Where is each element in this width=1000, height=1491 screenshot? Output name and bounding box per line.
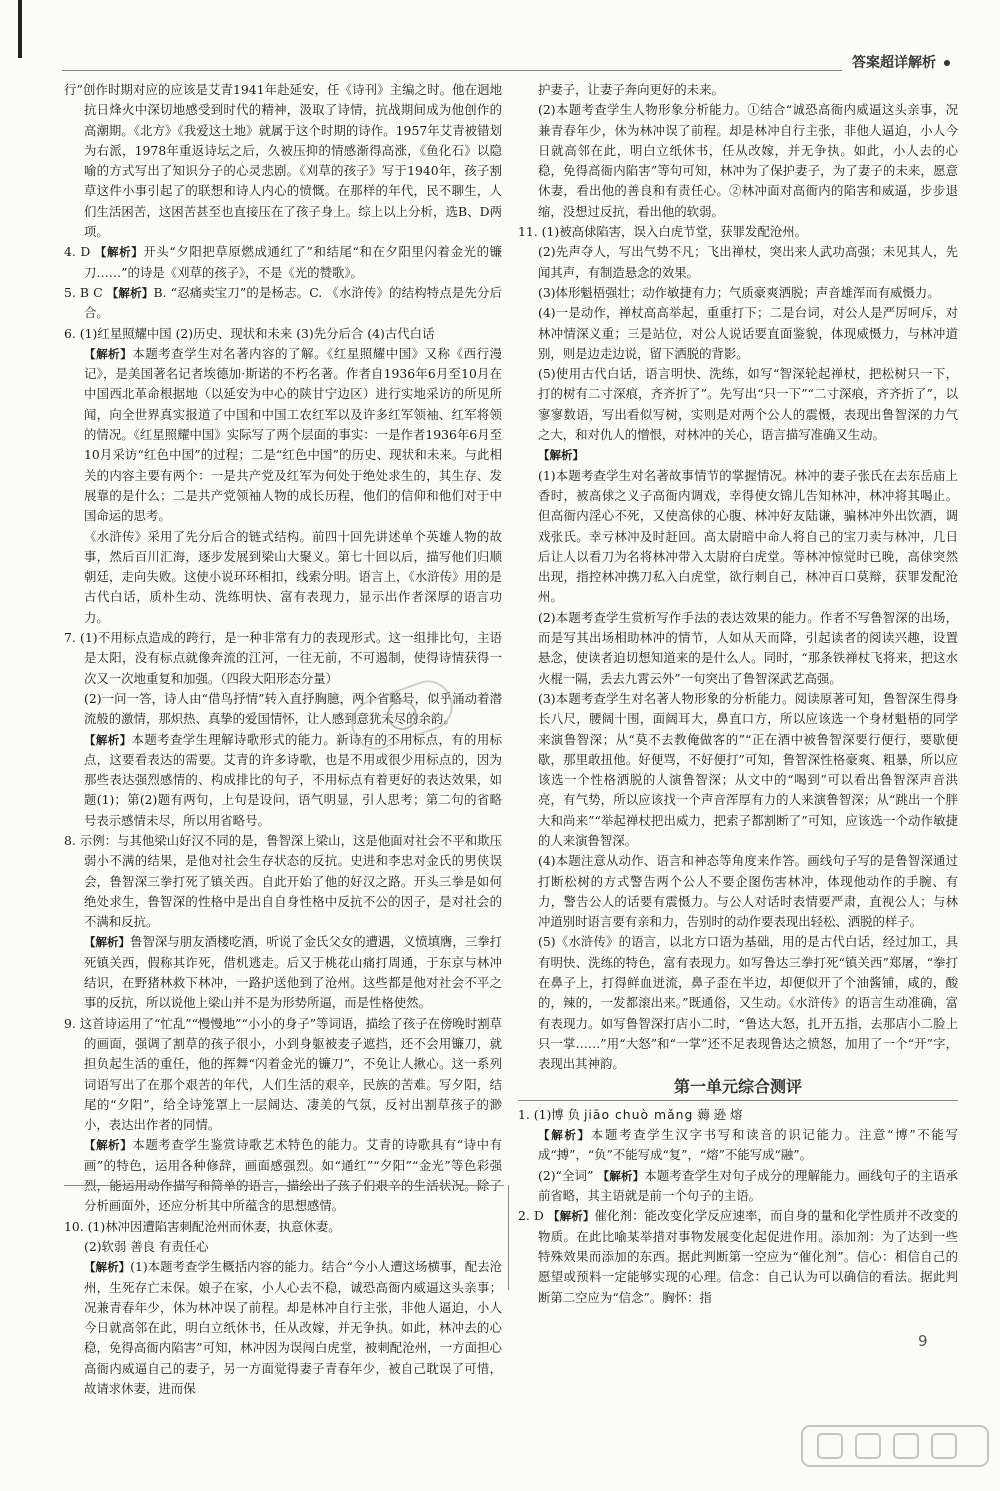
right-paragraph: (3)本题考查学生对名著人物形象的分析能力。阅读原著可知，鲁智深生得身长八尺，腰阔十围，面阔耳大，鼻直口方，所以应该选一个身材魁梧的同学来演鲁智深；从“莫不去教俺做客的”“正在酒中被鲁智深要行便行，要歇便歇，那里敢扭他。好便骂，不好便打”可知，鲁智深性格豪爽、粗暴，所以应该选一个性格洒脱的人演鲁智深；从文中的“喝到”可以看出鲁智深声音洪亮，有气势，所以应该找一个声音浑厚有力的人来演鲁智深；从“跳出一个胖大和尚来”“举起禅杖把出威力，把索子都割断了”可知，应该选一个动作敏捷的人来演鲁智深。 [538,690,958,848]
right-paragraph: (5)《水浒传》的语言，以北方口语为基础，用的是古代白话，经过加工，具有明快、洗练的特色，富有表现力。如写鲁达三拳打死“镇关西”郑屠，“拳打在鼻子上，打得鲜血迸流，鼻子歪在半边，却便似开了个油酱铺，咸的，酸的，辣的，一发都滚出来。”既通俗，又生动。《水浒传》的语言生动准确，富有表现力。如写鲁智深打店小二时，“鲁达大怒，扎开五指，去那店小二脸上只一掌……”用“大怒”和“一掌”还不足表现鲁达之愤怒，加用了一个“开”字，表现出其神韵。 [538,934,958,1072]
left-paragraph: 7. (1)不用标点造成的跨行，是一种非常有力的表现形式。这一组排比句，主语是太阳，没有标点就像奔流的江河，一往无前，不可遏制，使得诗情获得一次又一次地重复和加强。（四段大阳形态分量） [64,630,502,686]
section-title: 第一单元综合测评 [518,1077,958,1101]
right-paragraph: 【解析】 [538,448,584,463]
right-paragraph: (4)本题注意从动作、语言和神态等角度来作答。画线句子写的是鲁智深通过打断松树的方式警告两个公人不要企图伤害林冲，体现他动作的手腕、有力，警告公人的话要有震慑力。与公人对话时表情要严肃，直视公人；与林冲道别时语言要有亲和力，告别时的动作要表现出轻松、洒脱的样子。 [538,853,958,930]
right-paragraph: 1. (1)博 负 jiāo chuò mǎng 薅 逊 熔 [518,1106,743,1122]
right-paragraph: 2. D 【解析】催化剂：能改变化学反应速率，而自身的量和化学性质并不改变的物质。在此比喻某举措对事物发展变化起促进作用。添加剂：为了达到一些特殊效果而添加的东西。据此判断第一空应为“催化剂”。信心：相信自己的愿望或预料一定能够实现的心理。信念：自己认为可以确信的看法。据此判断第二空应为“信念”。胸怀：指 [518,1208,959,1305]
left-paragraph: 4. D 【解析】开头“夕阳把草原燃成通红了”和结尾“和在夕阳里闪着金光的镰刀……”的诗是《刈草的孩子》，不是《光的赞歌》。 [64,244,502,280]
left-paragraph: 【解析】本题考查学生鉴赏诗歌艺术特色的能力。艾青的诗歌具有“诗中有画”的特色，运用各种修辞，画面感强烈。如“通红”“夕阳”“金光”等色彩强烈，能运用动作描写和简单的语言，描绘出了孩子们艰辛的生活状况。除了分析画面外，还应分析其中所蕴含的思想感情。 [84,1137,502,1214]
running-header-text: 答案超详解析 [852,55,936,71]
right-paragraph: 【解析】本题考查学生汉字书写和读音的识记能力。注意“博”不能写成“搏”，“负”不能写成“复”，“熔”不能写成“融”。 [538,1127,958,1163]
left-paragraph: 【解析】(1)本题考查学生概括内容的能力。结合“今小人遭这场横事，配去沧州，生死存亡未保。娘子在家，小人心去不稳，诚恐高衙内威逼这头亲事；况兼青春年少，休为林冲误了前程。却是林冲自行主张，非他人逼迫，小人今日就高邻在此，明白立纸休书，任从改嫁，并无争执。如此，林冲去的心稳，免得高衙内陷害”可知，林冲因为误闯白虎堂，被刺配沧州，一方面担心高衙内威逼自己的妻子，另一方面觉得妻子青春年少，被自己耽误了可惜，故请求休妻，进而保 [84,1259,503,1396]
right-column [518,80,958,1308]
left-paragraph: 9. 这首诗运用了“忙乱”“慢慢地”“小小的身子”等词语，描绘了孩子在傍晚时割草的画面，强调了割草的孩子很小，小到身躯被麦子遮挡，还不会用镰刀，就担负起生活的重任，他的挥舞“闪着金光的镰刀”，不免让人揪心。这一系列词语写出了在那个艰苦的年代，人们生活的艰辛，民族的苦难。写夕阳，结尾的“夕阳”，给全诗笼罩上一层阔达、凄美的气氛，反衬出割草孩子的渺小，表达出作者的同情。 [64,1015,502,1133]
column-bottom-rule [64,1185,504,1186]
column-divider [508,1185,509,1290]
right-paragraph: (5)使用古代白话，语言明快、洗练，如写“智深轮起禅杖，把松树只一下，打的树有二寸深痕，齐齐折了”。先写出“只一下”“二寸深痕，齐齐折了”，以寥寥数语，写出看似写树，实则是对两个公人的震慑，表现出鲁智深的力气之大，和对仇人的憎恨，对林冲的关心，语言描写准确又生动。 [538,366,958,443]
bullet-icon [944,60,950,66]
watermark-logo [800,1420,990,1486]
running-header [852,52,950,72]
header-rule [62,70,842,71]
right-paragraph: (2)先声夺人，写出气势不凡；飞出禅杖，突出来人武功高强；未见其人，先闻其声，有制造悬念的效果。 [538,244,958,280]
left-column [64,80,502,1399]
page-spine-mark [18,0,22,58]
page-number: 9 [918,1332,928,1350]
right-paragraph: (2)本题考查学生人物形象分析能力。①结合“诚恐高衙内威逼这头亲事，况兼青春年少，休为林冲误了前程。却是林冲自行主张，非他人逼迫，小人今日就高邻在此，明白立纸休书，任从改嫁，并无争执。如此，小人去的心稳，免得高衙内陷害”等句可知，林冲为了保护妻子，为了妻子的未来，愿意休妻，看出他的善良和有责任心。②林冲面对高衙内的陷害和威逼，步步退缩，没想过反抗，看出他的软弱。 [538,102,958,219]
right-paragraph: (1)本题考查学生对名著故事情节的掌握情况。林冲的妻子张氏在去东岳庙上香时，被高俅之义子高衙内调戏，幸得使女锦儿告知林冲，林冲将其喝止。但高衙内淫心不死，又使高俅的心腹、林冲好友陆谦，骗林冲外出饮酒，调戏张氏。幸亏林冲及时赶回。高太尉暗中命人将自己的宝刀卖与林冲，几日后让人以看刀为名将林冲带入太尉府白虎堂。等林冲惊觉时已晚，高俅突然出现，指控林冲携刀私入白虎堂，欲行刺自己，林冲百口莫辩，获罪发配沧州。 [538,467,958,605]
left-paragraph: (2)软弱 善良 有责任心 [84,1238,209,1254]
right-paragraph: (2)本题考查学生赏析写作手法的表达效果的能力。作者不写鲁智深的出场，而是写其出场相助林冲的情节，人如从天而降，引起读者的阅读兴趣，设置悬念，使读者迫切想知道来的是什么人。同时，“那条铁禅杖飞将来，把这水火棍一隔，丢去九霄云外”一句突出了鲁智深武艺高强。 [538,609,958,686]
left-paragraph: 【解析】鲁智深与朋友酒楼吃酒，听说了金氏父女的遭遇，义愤填膺，三拳打死镇关西，假称其诈死，借机逃走。后又于桃花山痛打周通，于东京与林冲结识，在野猪林救下林冲，一路护送他到了沧州。这些都是他对社会不平之事的反抗，所以说他上梁山并不是为形势所逼，而是性格使然。 [84,934,503,1011]
right-paragraph: 11. (1)被高俅陷害，误入白虎节堂，获罪发配沧州。 [518,224,808,240]
right-paragraph: (2)“全词” 【解析】本题考查学生对句子成分的理解能力。画线句子的主语承前省略，其主语就是前一个句子的主语。 [538,1167,959,1204]
left-paragraph: 5. B C 【解析】B. “忍痛卖宝刀”的是杨志。C. 《水浒传》的结构特点是先分后合。 [64,284,502,321]
left-paragraph: 【解析】本题考查学生对名著内容的了解。《红星照耀中国》又称《西行漫记》，是美国著名记者埃德加·斯诺的不朽名著。作者自1936年6月至10月在中国西北革命根据地（以延安为中心的陕甘宁边区）进行实地采访的所见所闻，向全世界真实报道了中国和中国工农红军以及许多红军领袖、红军将领的情况。《红星照耀中国》实际写了两个层面的事实：一是作者1936年6月至10月采访“红色中国”的过程；二是“红色中国”的历史、现状和未来。与此相关的内容主要有两个：一是共产党及红军为何处于绝处求生的，其生存、发展靠的是什么；二是共产党领袖人物的成长历程，他们的信仰和他们对于中国命运的思考。 [84,345,502,524]
left-paragraph: 10. (1)林冲因遭陷害刺配沧州而休妻，执意休妻。 [64,1218,341,1234]
right-paragraph: 护妻子，让妻子奔向更好的未来。 [538,82,724,97]
left-paragraph: 8. 示例：与其他梁山好汉不同的是，鲁智深上梁山，这是他面对社会不平和欺压弱小不满的结果，是他对社会生存状态的反抗。史进和李忠对金氏的男侠误会，鲁智深三拳打死了镇关西。自此开始了他的好汉之路。开头三拳是如何绝处求生，鲁智深的性格中是出自自身性格中反抗不公的因子，是对社会的不满和反抗。 [64,832,502,930]
right-paragraph: (3)体形魁梧强壮；动作敏捷有力；气质豪爽洒脱；声音雄浑而有威慑力。 [538,284,940,300]
right-paragraph: (4)一是动作，禅杖高高举起，重重打下；二是台词，对公人是严厉呵斥，对林冲情深义重；三是站位，对公人说话要直面鉴貌，体现威慑力，与林冲道别，则是边走边说，留下洒脱的背影。 [538,305,958,361]
left-paragraph: 行”创作时期对应的应该是艾青1941年赴延安，任《诗刊》主编之时。他在迥地抗日烽火中深切地感受到时代的精神，汲取了诗情，抗战期间成为他创作的高潮期。《北方》《我爱这土地》就属于这个时期的诗作。1957年艾青被错划为右派，1978年重返诗坛之后，久被压抑的情感渐得高涨，《鱼化石》以隐喻的方式写出了知识分子的心灵悲剧。《刈草的孩子》写于1940年，孩子割草这件小事引起了的联想和诗人内心的愤慨。在那样的年代，民不聊生，人们生活困苦，这困苦甚至也直接压在了孩子身上。综上以上分析，选B、D两项。 [64,82,502,240]
left-paragraph: (2)一问一答，诗人由“借鸟抒情”转入直抒胸臆，两个省略号，似乎涌动着潜流般的激情，那炽热、真挚的爱国情怀，让人感到意犹未尽的余韵。 [84,690,502,727]
left-paragraph: 《水浒传》采用了先分后合的链式结构。前四十回先讲述单个英雄人物的故事，然后百川汇海，逐步发展到梁山大聚义。第七十回以后，描写他们归顺朝廷，走向失败。这使小说环环相扣，线索分明。语言上，《水浒传》用的是古代白话，质朴生动、洗练明快、富有表现力，显示出作者深厚的语言功力。 [84,528,502,625]
left-paragraph: 6. (1)红星照耀中国 (2)历史、现状和未来 (3)先分后合 (4)古代白话 [64,325,435,341]
left-paragraph: 【解析】本题考查学生理解诗歌形式的能力。新诗有的不用标点，有的用标点，这要看表达的需要。艾青的许多诗歌，也是不用或很少用标点的，因为那些表达强烈感情的、构成排比的句子，不用标点有着更好的表达效果，如题(1)；第(2)题有两句，上句是设问，语气明显，引人思考；第二句的省略号表示感情未尽，所以用省略号。 [84,731,503,828]
